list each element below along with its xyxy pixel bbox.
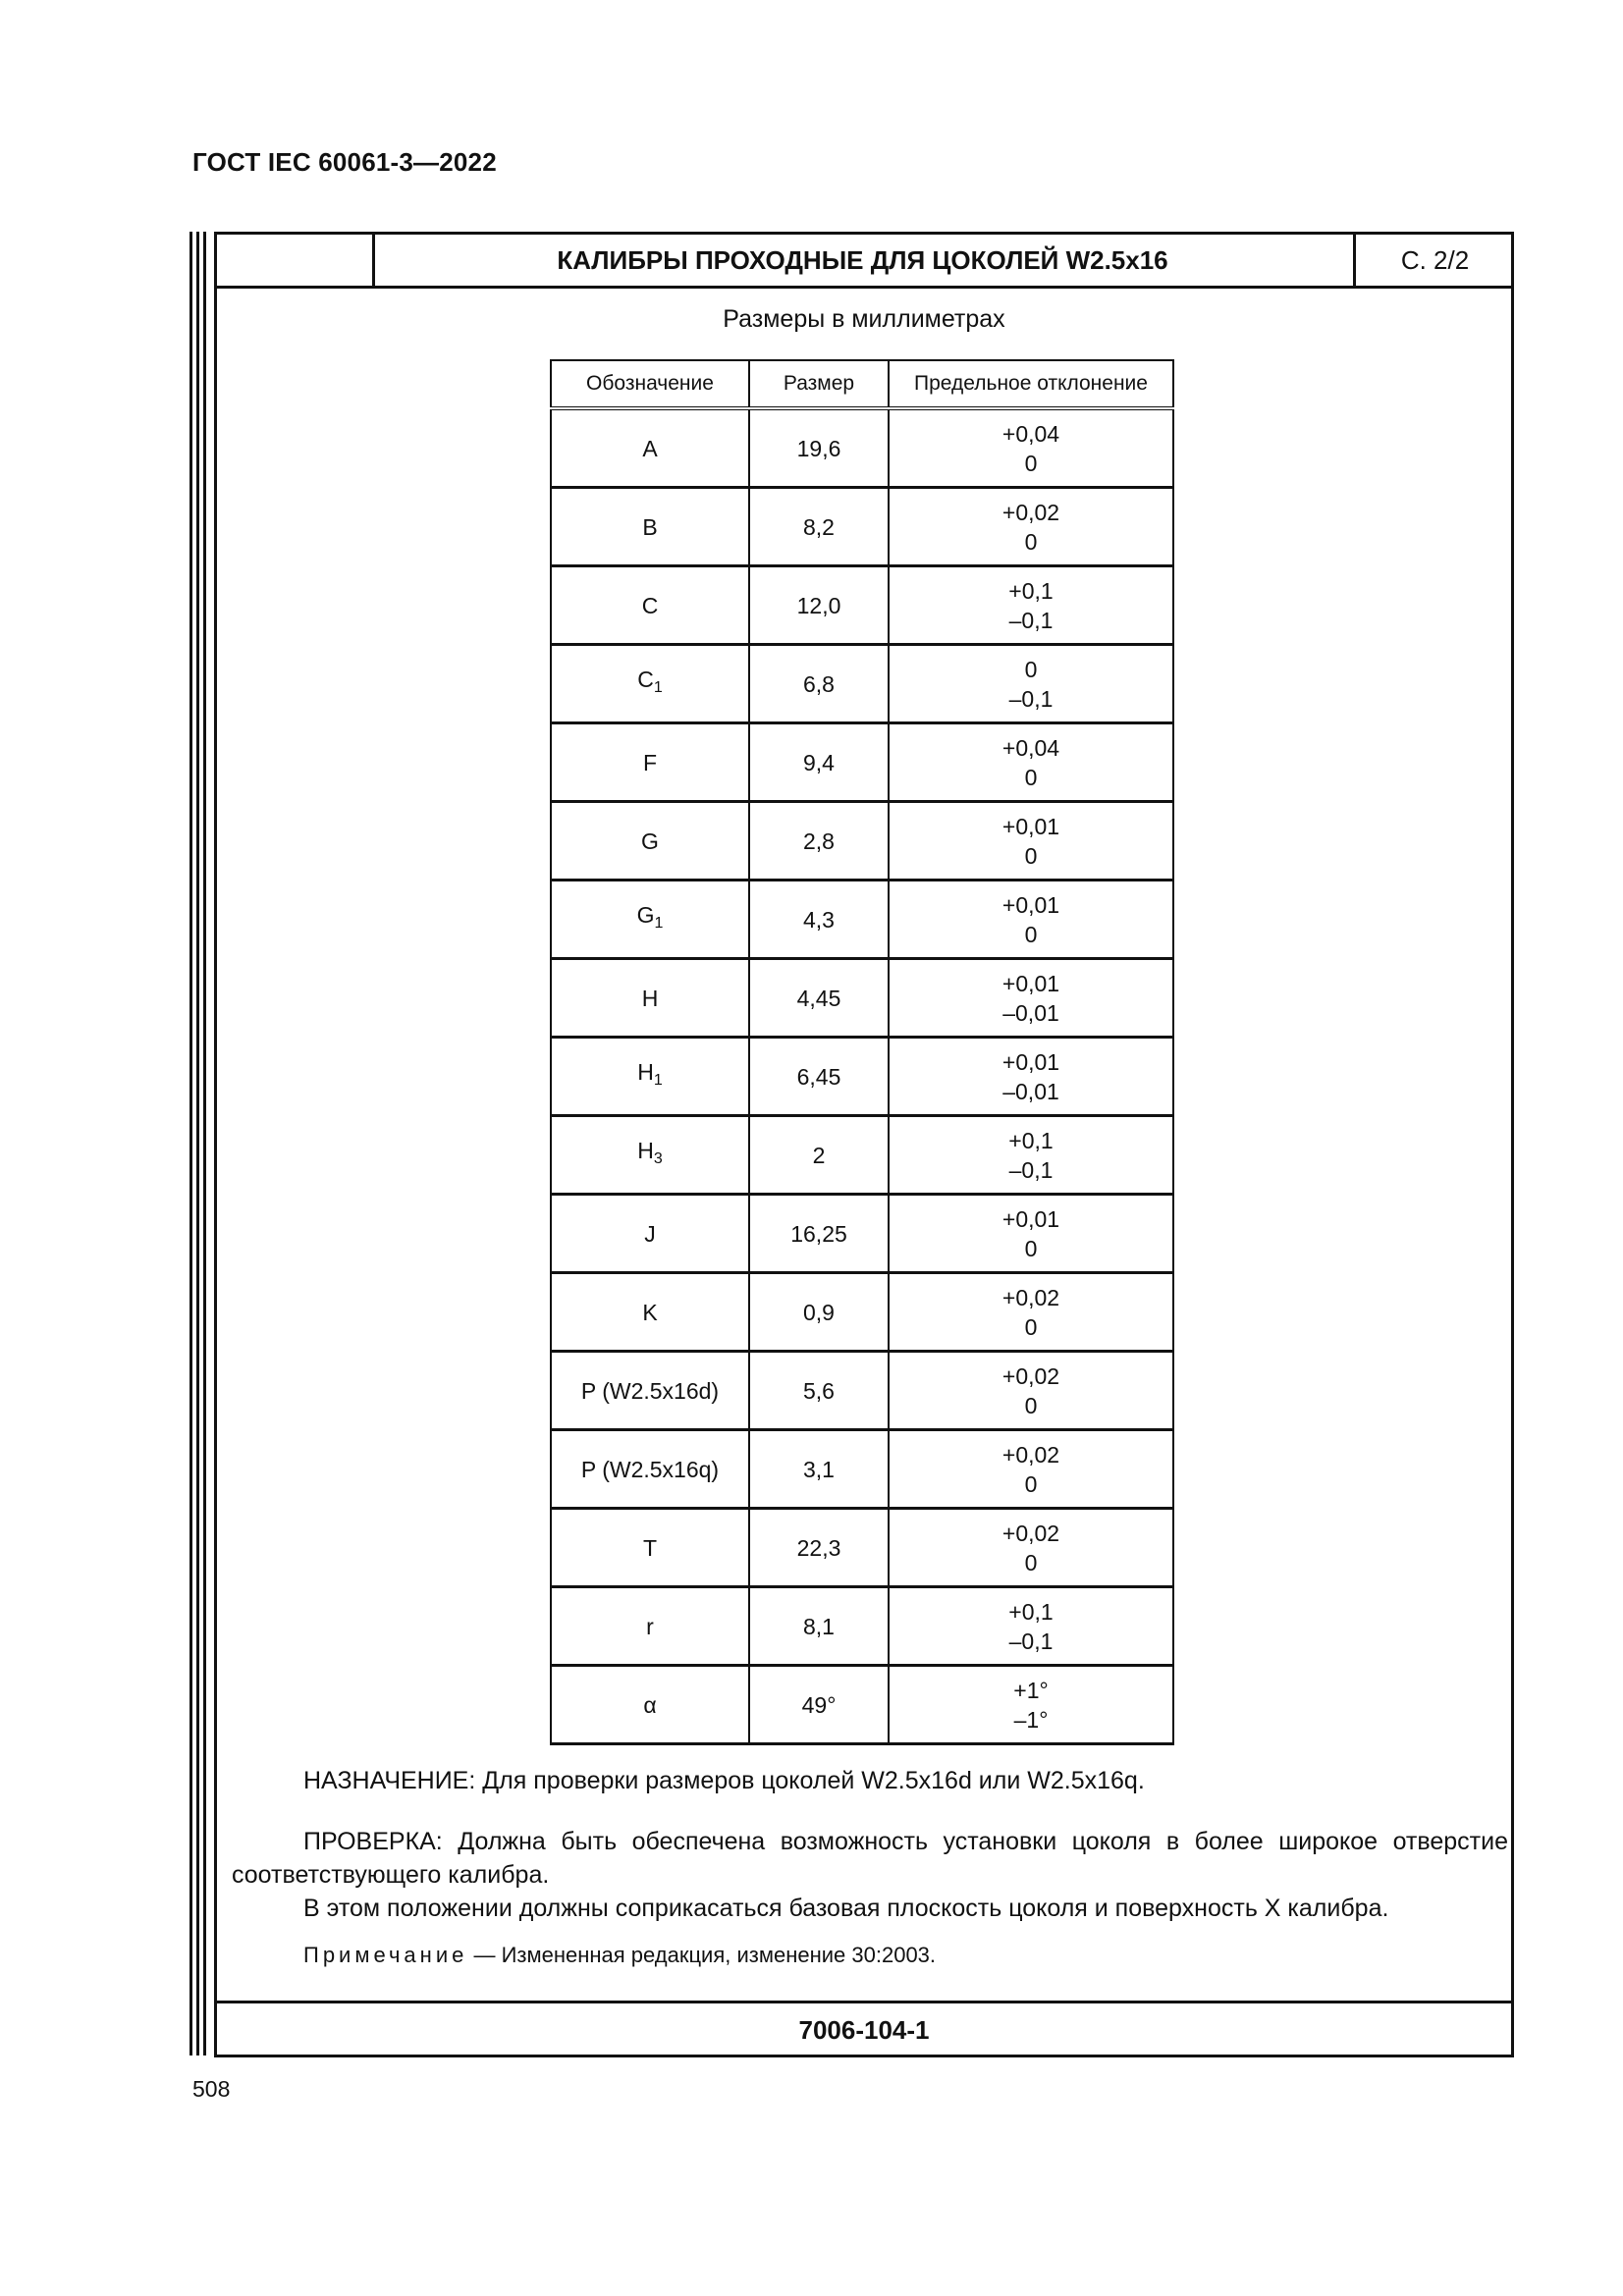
cell-tolerance: [889, 881, 1173, 959]
designation-text: α: [643, 1691, 657, 1718]
sheet-frame: [214, 232, 1514, 2057]
cell-size: 4,3: [749, 881, 889, 959]
table-row: [551, 1273, 1173, 1352]
cell-designation: [551, 408, 749, 488]
check-text: ПРОВЕРКА: Должна быть обеспечена возможность установки цоколя в более широкое отверстие соответствующего калибра.: [232, 1828, 1508, 1889]
title-empty-cell: [217, 235, 375, 286]
cell-designation: [551, 1587, 749, 1666]
designation-text: G: [641, 828, 659, 854]
cell-designation: [551, 488, 749, 566]
cell-tolerance: [889, 1509, 1173, 1587]
tolerance-lower: 0: [1024, 1392, 1038, 1418]
table-row: [551, 1666, 1173, 1744]
cell-size: 49°: [749, 1666, 889, 1744]
designation-subscript: 1: [654, 915, 664, 932]
cell-designation: [551, 1116, 749, 1195]
designation-text: G: [636, 902, 655, 928]
cell-tolerance: [889, 1666, 1173, 1744]
units-caption: Размеры в миллиметрах: [723, 305, 1005, 333]
designation-subscript: 1: [653, 1072, 663, 1089]
cell-tolerance: [889, 1038, 1173, 1116]
cell-size: 5,6: [749, 1352, 889, 1430]
designation-text: H: [637, 1138, 654, 1163]
cell-designation: [551, 1509, 749, 1587]
table-row: [551, 488, 1173, 566]
designation-text: T: [642, 1534, 658, 1561]
cell-tolerance: [889, 408, 1173, 488]
cell-tolerance: [889, 1195, 1173, 1273]
cell-designation: [551, 1430, 749, 1509]
cell-tolerance: [889, 566, 1173, 645]
tolerance-lower: –0,1: [1008, 1156, 1054, 1183]
note-label: Примечание: [303, 1943, 468, 1967]
tolerance-lower: 0: [1024, 1470, 1038, 1497]
tolerance-upper: +1°: [1013, 1677, 1049, 1703]
cell-designation: [551, 959, 749, 1038]
designation-text: C: [637, 667, 654, 692]
table-row: [551, 566, 1173, 645]
purpose-text: НАЗНАЧЕНИЕ: Для проверки размеров цоколей W2.5x16d или W2.5x16q.: [303, 1767, 1145, 1794]
cell-size: 19,6: [749, 408, 889, 488]
sheet-code: 7006-104-1: [217, 2001, 1511, 2057]
margin-rule: [203, 232, 206, 2056]
tolerance-lower: 0: [1024, 528, 1038, 555]
cell-designation: [551, 566, 749, 645]
column-header-size: Размер: [749, 360, 889, 408]
column-header-designation: Обозначение: [551, 360, 749, 408]
designation-text: r: [646, 1613, 654, 1639]
table-row: [551, 881, 1173, 959]
designation-subscript: 3: [653, 1150, 663, 1167]
cell-size: 9,4: [749, 723, 889, 802]
table-row: [551, 723, 1173, 802]
cell-designation: [551, 1038, 749, 1116]
table-row: [551, 1509, 1173, 1587]
designation-text: C: [641, 592, 659, 618]
dimensions-table: [550, 359, 1174, 1745]
tolerance-lower: 0: [1024, 1549, 1038, 1575]
tolerance-upper: +0,1: [1008, 577, 1054, 604]
cell-tolerance: [889, 645, 1173, 723]
table-header-row: [551, 360, 1173, 408]
tolerance-upper: +0,01: [1001, 891, 1060, 918]
cell-designation: [551, 1273, 749, 1352]
designation-text: B: [642, 513, 658, 540]
cell-size: 0,9: [749, 1273, 889, 1352]
cell-tolerance: [889, 802, 1173, 881]
tolerance-lower: 0: [1024, 1235, 1038, 1261]
note-text: — Измененная редакция, изменение 30:2003.: [467, 1943, 937, 1967]
position-text: В этом положении должны соприкасаться базовая плоскость цоколя и поверхность X калибра.: [303, 1895, 1389, 1922]
table-row: [551, 959, 1173, 1038]
tolerance-upper: 0: [1024, 656, 1038, 682]
tolerance-upper: +0,02: [1001, 1284, 1060, 1310]
tolerance-lower: –0,1: [1008, 685, 1054, 712]
designation-subscript: 1: [653, 679, 663, 696]
cell-size: 22,3: [749, 1509, 889, 1587]
column-header-tolerance: Предельное отклонение: [889, 360, 1173, 408]
cell-tolerance: [889, 1273, 1173, 1352]
tolerance-lower: –1°: [1013, 1706, 1049, 1733]
cell-designation: [551, 723, 749, 802]
tolerance-upper: +0,1: [1008, 1598, 1054, 1625]
designation-text: A: [642, 435, 658, 461]
designation-text: F: [642, 749, 658, 775]
tolerance-upper: +0,02: [1001, 499, 1060, 525]
designation-text: H: [641, 985, 659, 1011]
cell-size: 4,45: [749, 959, 889, 1038]
designation-text: H: [637, 1059, 654, 1085]
cell-tolerance: [889, 1352, 1173, 1430]
cell-designation: [551, 1666, 749, 1744]
cell-size: 2,8: [749, 802, 889, 881]
cell-size: 16,25: [749, 1195, 889, 1273]
cell-designation: [551, 881, 749, 959]
margin-rule: [189, 232, 192, 2056]
tolerance-upper: +0,01: [1001, 813, 1060, 839]
tolerance-upper: +0,02: [1001, 1520, 1060, 1546]
cell-tolerance: [889, 1430, 1173, 1509]
sheet-title-text: КАЛИБРЫ ПРОХОДНЫЕ ДЛЯ ЦОКОЛЕЙ W2.5x16: [557, 244, 1168, 275]
document-header: ГОСТ IEC 60061-3—2022: [192, 147, 497, 177]
table-row: [551, 802, 1173, 881]
note: [303, 1943, 936, 1968]
cell-tolerance: [889, 723, 1173, 802]
designation-text: K: [642, 1299, 658, 1325]
table-row: [551, 1587, 1173, 1666]
cell-designation: [551, 1195, 749, 1273]
cell-tolerance: [889, 959, 1173, 1038]
cell-size: 12,0: [749, 566, 889, 645]
tolerance-upper: +0,02: [1001, 1441, 1060, 1468]
table-row: [551, 1352, 1173, 1430]
designation-text: P (W2.5x16d): [580, 1377, 720, 1404]
tolerance-lower: 0: [1024, 842, 1038, 869]
title-block: [217, 235, 1511, 289]
tolerance-upper: +0,01: [1001, 970, 1060, 996]
table-row: [551, 408, 1173, 488]
tolerance-lower: –0,01: [1002, 1078, 1059, 1104]
cell-tolerance: [889, 1587, 1173, 1666]
cell-tolerance: [889, 1116, 1173, 1195]
tolerance-lower: –0,1: [1008, 1628, 1054, 1654]
tolerance-lower: 0: [1024, 1313, 1038, 1340]
tolerance-upper: +0,04: [1001, 734, 1060, 761]
tolerance-lower: 0: [1024, 764, 1038, 790]
cell-size: 8,2: [749, 488, 889, 566]
sheet-page-label: С. 2/2: [1353, 235, 1514, 286]
tolerance-upper: +0,1: [1008, 1127, 1054, 1153]
cell-size: 6,8: [749, 645, 889, 723]
cell-size: 6,45: [749, 1038, 889, 1116]
tolerance-upper: +0,04: [1001, 420, 1060, 447]
cell-size: 3,1: [749, 1430, 889, 1509]
cell-designation: [551, 1352, 749, 1430]
table-row: [551, 1038, 1173, 1116]
tolerance-upper: +0,01: [1001, 1205, 1060, 1232]
table-row: [551, 1195, 1173, 1273]
cell-designation: [551, 802, 749, 881]
cell-tolerance: [889, 488, 1173, 566]
page-number: 508: [192, 2076, 231, 2102]
cell-size: 2: [749, 1116, 889, 1195]
tolerance-lower: –0,01: [1002, 999, 1059, 1026]
table-row: [551, 1116, 1173, 1195]
table-row: [551, 1430, 1173, 1509]
table-row: [551, 645, 1173, 723]
designation-text: J: [644, 1220, 656, 1247]
sheet-title: [375, 235, 1350, 286]
tolerance-lower: 0: [1024, 921, 1038, 947]
cell-size: 8,1: [749, 1587, 889, 1666]
tolerance-lower: –0,1: [1008, 607, 1054, 633]
tolerance-upper: +0,02: [1001, 1362, 1060, 1389]
designation-text: P (W2.5x16q): [580, 1456, 720, 1482]
tolerance-upper: +0,01: [1001, 1048, 1060, 1075]
tolerance-lower: 0: [1024, 450, 1038, 476]
margin-rule: [196, 232, 199, 2056]
cell-designation: [551, 645, 749, 723]
